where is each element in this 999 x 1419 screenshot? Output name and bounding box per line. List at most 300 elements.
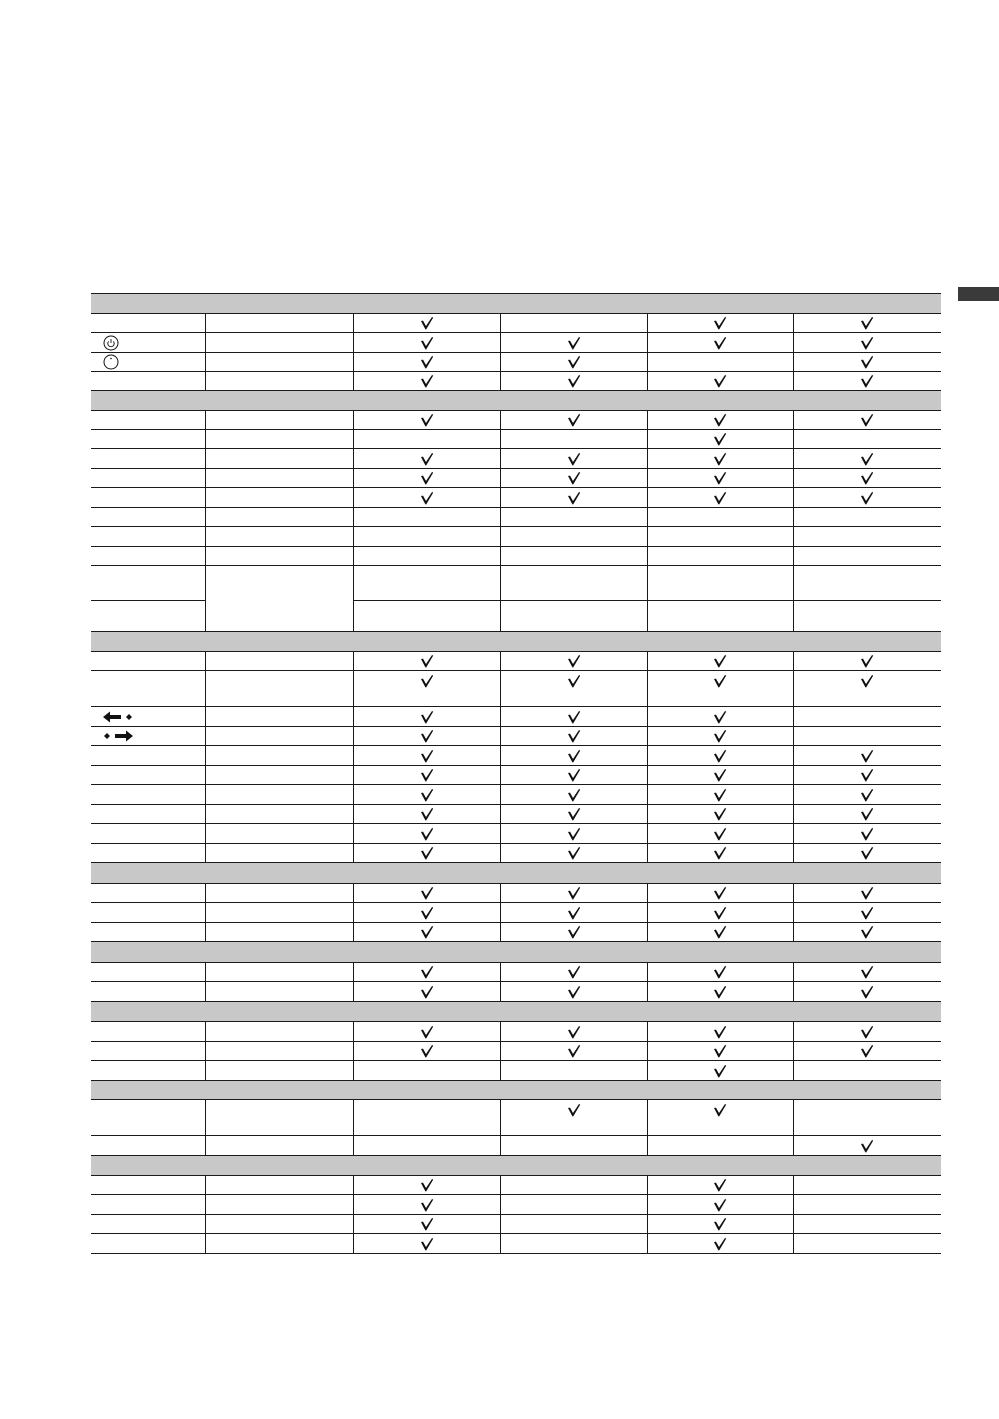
checkmark-icon — [420, 355, 434, 369]
checkmark-icon — [860, 413, 874, 427]
model-cell — [793, 824, 941, 844]
checkmark-icon — [567, 654, 581, 668]
checkmark-icon — [420, 471, 434, 485]
model-cell — [500, 923, 647, 942]
section-header-cell — [91, 632, 941, 652]
checkmark-icon — [860, 886, 874, 900]
table-row — [91, 430, 941, 449]
description-cell — [205, 372, 353, 391]
description-cell — [205, 1215, 353, 1234]
checkmark-icon — [420, 1198, 434, 1212]
feature-cell — [91, 411, 205, 430]
model-cell — [647, 1176, 793, 1195]
table-row — [91, 1061, 941, 1081]
description-cell — [205, 314, 353, 333]
checkmark-icon — [420, 654, 434, 668]
feature-cell — [91, 727, 205, 746]
checkmark-icon — [860, 807, 874, 821]
description-cell — [205, 547, 353, 566]
feature-cell — [91, 923, 205, 942]
model-cell — [353, 844, 500, 863]
model-cell — [647, 1234, 793, 1254]
section-header-row — [91, 863, 941, 884]
section-header-cell — [91, 942, 941, 963]
model-cell — [353, 508, 500, 527]
model-cell — [793, 923, 941, 942]
checkmark-icon — [567, 710, 581, 724]
model-cell — [500, 1061, 647, 1081]
model-cell — [500, 707, 647, 727]
model-cell — [500, 785, 647, 805]
section-header-cell — [91, 1156, 941, 1176]
checkmark-icon — [860, 925, 874, 939]
model-cell — [647, 746, 793, 766]
model-cell — [647, 547, 793, 566]
table-row — [91, 671, 941, 707]
section-header-cell — [91, 391, 941, 411]
model-cell — [353, 601, 500, 632]
checkmark-icon — [860, 1139, 874, 1153]
model-cell — [647, 1195, 793, 1215]
model-cell — [793, 547, 941, 566]
description-cell — [205, 785, 353, 805]
model-cell — [647, 1022, 793, 1042]
feature-cell — [91, 707, 205, 727]
model-cell — [500, 805, 647, 824]
model-cell — [647, 785, 793, 805]
model-cell — [353, 469, 500, 488]
model-cell — [500, 411, 647, 430]
checkmark-icon — [860, 906, 874, 920]
model-cell — [500, 314, 647, 333]
checkmark-icon — [567, 674, 581, 688]
table-row — [91, 766, 941, 785]
section-header-row — [91, 1002, 941, 1022]
checkmark-icon — [420, 336, 434, 350]
table-row — [91, 1176, 941, 1195]
table-row — [91, 1136, 941, 1156]
model-cell — [793, 508, 941, 527]
model-cell — [793, 601, 941, 632]
model-cell — [353, 1215, 500, 1234]
checkmark-icon — [567, 729, 581, 743]
table-row — [91, 1100, 941, 1136]
checkmark-icon — [860, 788, 874, 802]
description-cell — [205, 449, 353, 469]
model-cell — [353, 727, 500, 746]
model-cell — [353, 527, 500, 547]
checkmark-icon — [713, 413, 727, 427]
checkmark-icon — [713, 1103, 727, 1117]
model-cell — [500, 508, 647, 527]
feature-cell — [91, 844, 205, 863]
checkmark-icon — [567, 749, 581, 763]
section-header-row — [91, 942, 941, 963]
feature-cell — [91, 1042, 205, 1061]
description-cell — [205, 1100, 353, 1136]
table-row — [91, 923, 941, 942]
checkmark-icon — [713, 807, 727, 821]
model-cell — [793, 527, 941, 547]
model-cell — [353, 766, 500, 785]
checkmark-icon — [713, 788, 727, 802]
model-cell — [353, 884, 500, 903]
description-cell — [205, 488, 353, 508]
dot-arrow-right-icon — [103, 730, 133, 742]
model-cell — [647, 333, 793, 353]
checkmark-icon — [860, 749, 874, 763]
model-cell — [500, 671, 647, 707]
checkmark-icon — [567, 1025, 581, 1039]
feature-cell — [91, 430, 205, 449]
feature-cell — [91, 884, 205, 903]
description-cell — [205, 1136, 353, 1156]
checkmark-icon — [713, 729, 727, 743]
model-cell — [500, 469, 647, 488]
model-cell — [647, 1100, 793, 1136]
description-cell — [205, 508, 353, 527]
model-cell — [647, 566, 793, 601]
model-cell — [647, 963, 793, 982]
table-row — [91, 903, 941, 923]
checkmark-icon — [713, 985, 727, 999]
checkmark-icon — [420, 985, 434, 999]
dot-circle-icon — [103, 354, 119, 370]
model-cell — [353, 333, 500, 353]
section-header-cell — [91, 1081, 941, 1100]
checkmark-icon — [860, 985, 874, 999]
model-cell — [647, 601, 793, 632]
model-cell — [793, 652, 941, 671]
checkmark-icon — [860, 846, 874, 860]
model-cell — [793, 1176, 941, 1195]
checkmark-icon — [713, 768, 727, 782]
checkmark-icon — [567, 491, 581, 505]
checkmark-icon — [713, 886, 727, 900]
model-cell — [793, 1042, 941, 1061]
model-cell — [353, 1061, 500, 1081]
checkmark-icon — [713, 654, 727, 668]
feature-cell — [91, 547, 205, 566]
model-cell — [793, 884, 941, 903]
model-cell — [353, 652, 500, 671]
checkmark-icon — [420, 1178, 434, 1192]
checkmark-icon — [713, 1025, 727, 1039]
feature-cell — [91, 1195, 205, 1215]
checkmark-icon — [567, 846, 581, 860]
model-cell — [500, 1042, 647, 1061]
checkmark-icon — [860, 374, 874, 388]
model-cell — [500, 652, 647, 671]
description-cell — [205, 766, 353, 785]
checkmark-icon — [420, 710, 434, 724]
model-cell — [793, 353, 941, 372]
checkmark-icon — [567, 925, 581, 939]
table-row — [91, 566, 941, 601]
checkmark-icon — [860, 768, 874, 782]
description-cell — [205, 1234, 353, 1254]
checkmark-icon — [860, 491, 874, 505]
checkmark-icon — [567, 1103, 581, 1117]
table-row — [91, 884, 941, 903]
feature-cell — [91, 746, 205, 766]
table-row — [91, 1234, 941, 1254]
table-row — [91, 844, 941, 863]
model-cell — [647, 508, 793, 527]
model-cell — [647, 469, 793, 488]
checkmark-icon — [420, 1025, 434, 1039]
checkmark-icon — [420, 768, 434, 782]
model-cell — [500, 547, 647, 566]
checkmark-icon — [713, 1237, 727, 1251]
checkmark-icon — [860, 1044, 874, 1058]
model-cell — [353, 353, 500, 372]
section-header-cell — [91, 1002, 941, 1022]
model-cell — [793, 449, 941, 469]
checkmark-icon — [860, 827, 874, 841]
feature-cell — [91, 1215, 205, 1234]
description-cell — [205, 727, 353, 746]
model-cell — [793, 314, 941, 333]
model-cell — [647, 671, 793, 707]
model-cell — [647, 449, 793, 469]
table-row — [91, 707, 941, 727]
table-row — [91, 488, 941, 508]
model-cell — [647, 652, 793, 671]
model-cell — [353, 982, 500, 1002]
section-header-row — [91, 294, 941, 314]
model-cell — [500, 746, 647, 766]
model-cell — [353, 923, 500, 942]
description-cell — [205, 1195, 353, 1215]
checkmark-icon — [713, 452, 727, 466]
checkmark-icon — [713, 1198, 727, 1212]
model-cell — [353, 1176, 500, 1195]
model-cell — [793, 430, 941, 449]
model-cell — [793, 1234, 941, 1254]
table-row — [91, 824, 941, 844]
feature-cell — [91, 469, 205, 488]
feature-cell — [91, 372, 205, 391]
model-cell — [793, 372, 941, 391]
checkmark-icon — [420, 729, 434, 743]
model-cell — [353, 547, 500, 566]
model-cell — [647, 1042, 793, 1061]
feature-compatibility-table — [91, 293, 941, 1254]
table-row — [91, 805, 941, 824]
checkmark-icon — [567, 768, 581, 782]
model-cell — [500, 372, 647, 391]
model-cell — [647, 372, 793, 391]
model-cell — [647, 1215, 793, 1234]
checkmark-icon — [567, 827, 581, 841]
description-cell — [205, 652, 353, 671]
model-cell — [353, 1100, 500, 1136]
description-cell — [205, 430, 353, 449]
checkmark-icon — [420, 925, 434, 939]
checkmark-icon — [420, 491, 434, 505]
description-cell — [205, 333, 353, 353]
table-row — [91, 411, 941, 430]
model-cell — [793, 1061, 941, 1081]
checkmark-icon — [713, 925, 727, 939]
model-cell — [500, 1022, 647, 1042]
checkmark-icon — [713, 906, 727, 920]
model-cell — [500, 903, 647, 923]
checkmark-icon — [567, 413, 581, 427]
table-row — [91, 982, 941, 1002]
model-cell — [793, 766, 941, 785]
checkmark-icon — [713, 749, 727, 763]
feature-cell — [91, 766, 205, 785]
arrow-left-dot-icon — [103, 711, 133, 723]
checkmark-icon — [713, 471, 727, 485]
model-cell — [647, 707, 793, 727]
feature-cell — [91, 785, 205, 805]
model-cell — [353, 1022, 500, 1042]
table-row — [91, 508, 941, 527]
model-cell — [353, 1234, 500, 1254]
model-cell — [793, 1136, 941, 1156]
description-cell — [205, 923, 353, 942]
checkmark-icon — [420, 846, 434, 860]
model-cell — [647, 824, 793, 844]
checkmark-icon — [420, 452, 434, 466]
feature-cell — [91, 449, 205, 469]
model-cell — [500, 353, 647, 372]
model-cell — [500, 430, 647, 449]
model-cell — [500, 824, 647, 844]
model-cell — [500, 727, 647, 746]
model-cell — [500, 766, 647, 785]
model-cell — [647, 844, 793, 863]
model-cell — [500, 601, 647, 632]
feature-cell — [91, 1234, 205, 1254]
feature-cell — [91, 963, 205, 982]
checkmark-icon — [713, 710, 727, 724]
description-cell — [205, 963, 353, 982]
description-cell — [205, 1022, 353, 1042]
model-cell — [647, 884, 793, 903]
checkmark-icon — [567, 965, 581, 979]
checkmark-icon — [713, 965, 727, 979]
checkmark-icon — [860, 355, 874, 369]
model-cell — [793, 746, 941, 766]
model-cell — [793, 805, 941, 824]
table-row — [91, 353, 941, 372]
model-cell — [353, 430, 500, 449]
checkmark-icon — [567, 807, 581, 821]
checkmark-icon — [567, 355, 581, 369]
checkmark-icon — [713, 491, 727, 505]
model-cell — [353, 566, 500, 601]
table-row — [91, 469, 941, 488]
section-header-row — [91, 1156, 941, 1176]
section-header-cell — [91, 294, 941, 314]
feature-cell — [91, 566, 205, 601]
model-cell — [500, 884, 647, 903]
checkmark-icon — [567, 471, 581, 485]
table-row — [91, 785, 941, 805]
table-row — [91, 314, 941, 333]
model-cell — [793, 727, 941, 746]
model-cell — [353, 1042, 500, 1061]
model-cell — [793, 671, 941, 707]
checkmark-icon — [860, 1025, 874, 1039]
description-cell — [205, 1042, 353, 1061]
model-cell — [353, 411, 500, 430]
model-cell — [647, 805, 793, 824]
model-cell — [793, 903, 941, 923]
model-cell — [353, 1136, 500, 1156]
feature-cell — [91, 671, 205, 707]
table-row — [91, 652, 941, 671]
checkmark-icon — [860, 965, 874, 979]
feature-cell — [91, 805, 205, 824]
checkmark-icon — [713, 1217, 727, 1231]
checkmark-icon — [713, 336, 727, 350]
model-cell — [500, 963, 647, 982]
checkmark-icon — [713, 316, 727, 330]
model-cell — [500, 1176, 647, 1195]
checkmark-icon — [567, 1044, 581, 1058]
feature-cell — [91, 903, 205, 923]
description-cell — [205, 411, 353, 430]
model-cell — [647, 903, 793, 923]
description-cell — [205, 1061, 353, 1081]
feature-cell — [91, 1022, 205, 1042]
checkmark-icon — [713, 1064, 727, 1078]
model-cell — [793, 469, 941, 488]
description-cell — [205, 903, 353, 923]
section-side-tab — [958, 287, 999, 301]
checkmark-icon — [567, 985, 581, 999]
model-cell — [793, 1195, 941, 1215]
feature-cell — [91, 1100, 205, 1136]
description-cell — [205, 884, 353, 903]
model-cell — [353, 824, 500, 844]
feature-cell — [91, 1176, 205, 1195]
model-cell — [353, 1195, 500, 1215]
table-row — [91, 963, 941, 982]
model-cell — [500, 566, 647, 601]
model-cell — [353, 903, 500, 923]
feature-cell — [91, 1061, 205, 1081]
checkmark-icon — [420, 788, 434, 802]
model-cell — [500, 449, 647, 469]
model-cell — [793, 411, 941, 430]
checkmark-icon — [420, 374, 434, 388]
model-cell — [793, 333, 941, 353]
model-cell — [793, 1215, 941, 1234]
model-cell — [353, 963, 500, 982]
checkmark-icon — [860, 452, 874, 466]
description-cell — [205, 566, 353, 632]
model-cell — [353, 805, 500, 824]
table-row — [91, 527, 941, 547]
description-cell — [205, 982, 353, 1002]
checkmark-icon — [567, 452, 581, 466]
description-cell — [205, 671, 353, 707]
feature-cell — [91, 652, 205, 671]
feature-cell — [91, 314, 205, 333]
feature-cell — [91, 982, 205, 1002]
table-row — [91, 1215, 941, 1234]
description-cell — [205, 1176, 353, 1195]
feature-cell — [91, 527, 205, 547]
table-row — [91, 372, 941, 391]
power-circle-icon — [103, 335, 119, 351]
